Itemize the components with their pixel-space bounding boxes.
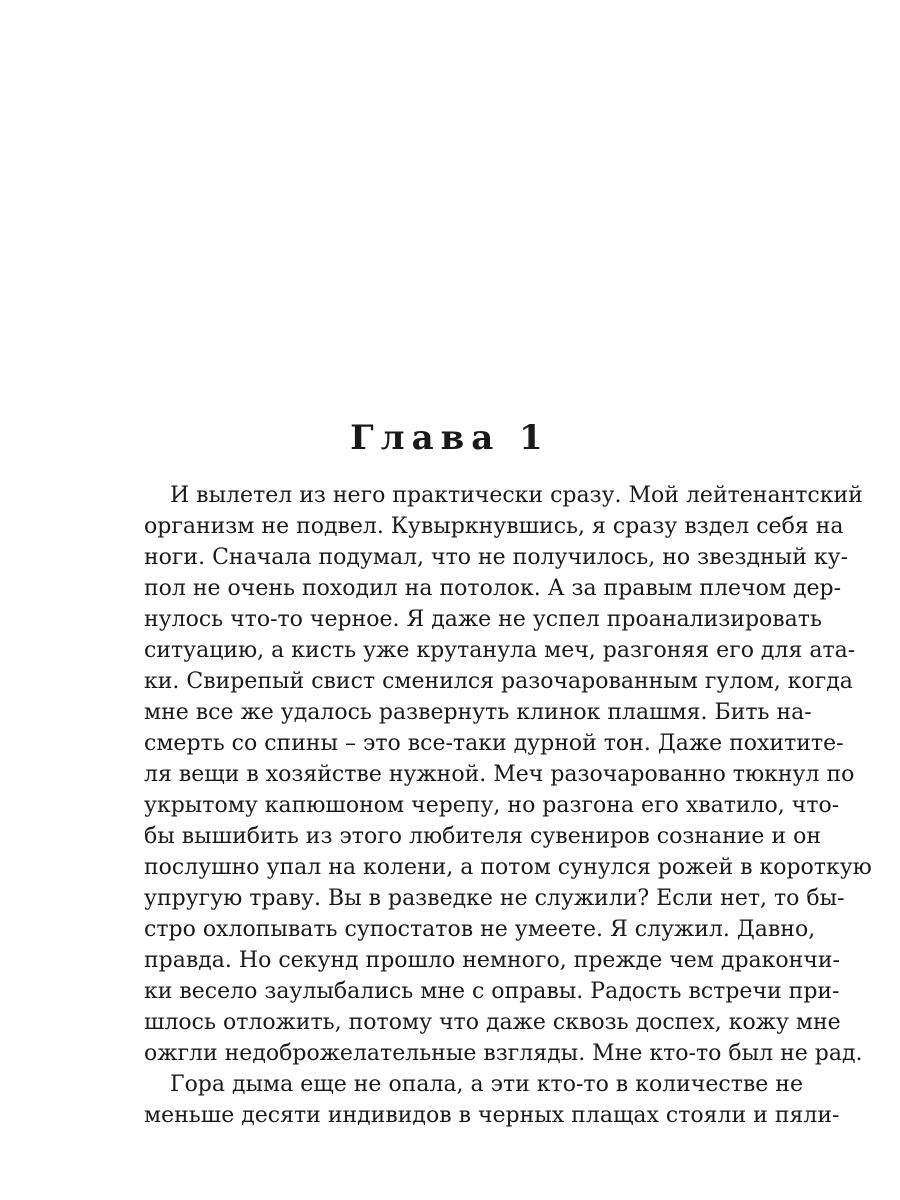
text-line: бы вышибить из этого любителя сувениров сознание и он (144, 824, 821, 849)
text-line: организм не подвел. Кувыркнувшись, я сразу вздел себя на (144, 514, 844, 539)
chapter-body (144, 480, 872, 1131)
text-line: нулось что-то черное. Я даже не успел проанализировать (144, 607, 822, 632)
chapter-title: Глава 1 (350, 418, 550, 458)
text-line: смерть со спины – это все-таки дурной тон. Даже похитите- (144, 731, 844, 756)
text-line: шлось отложить, потому что даже сквозь доспех, кожу мне (144, 1010, 841, 1035)
text-line: ожгли недоброжелательные взгляды. Мне кто-то был не рад. (144, 1041, 863, 1066)
paragraph-2 (144, 1069, 840, 1131)
text-line: меньше десяти индивидов в черных плащах стояли и пяли- (144, 1103, 840, 1128)
text-line: ноги. Сначала подумал, что не получилось, но звездный ку- (144, 545, 849, 570)
text-line: правда. Но секунд прошло немного, прежде чем дракончи- (144, 948, 840, 973)
text-line: И вылетел из него практически сразу. Мой лейтенантский (170, 483, 863, 508)
text-line: стро охлопывать супостатов не умеете. Я служил. Давно, (144, 917, 816, 942)
text-line: упругую траву. Вы в разведке не служили? Если нет, то бы- (144, 886, 845, 911)
text-line: ки. Свирепый свист сменился разочарованным гулом, когда (144, 669, 853, 694)
text-line: пол не очень походил на потолок. А за правым плечом дер- (144, 576, 842, 601)
text-line: мне все же удалось развернуть клинок плашмя. Бить на- (144, 700, 812, 725)
paragraph-1 (144, 480, 872, 1069)
text-line: укрытому капюшоном черепу, но разгона его хватило, что- (144, 793, 840, 818)
text-line: ля вещи в хозяйстве нужной. Меч разочарованно тюкнул по (144, 762, 855, 787)
text-line: Гора дыма еще не опала, а эти кто-то в количестве не (170, 1072, 803, 1097)
text-line: ки весело заулыбались мне с оправы. Радость встречи при- (144, 979, 840, 1004)
text-line: послушно упал на колени, а потом сунулся рожей в короткую (144, 855, 872, 880)
text-line: ситуацию, а кисть уже крутанула меч, разгоняя его для ата- (144, 638, 856, 663)
